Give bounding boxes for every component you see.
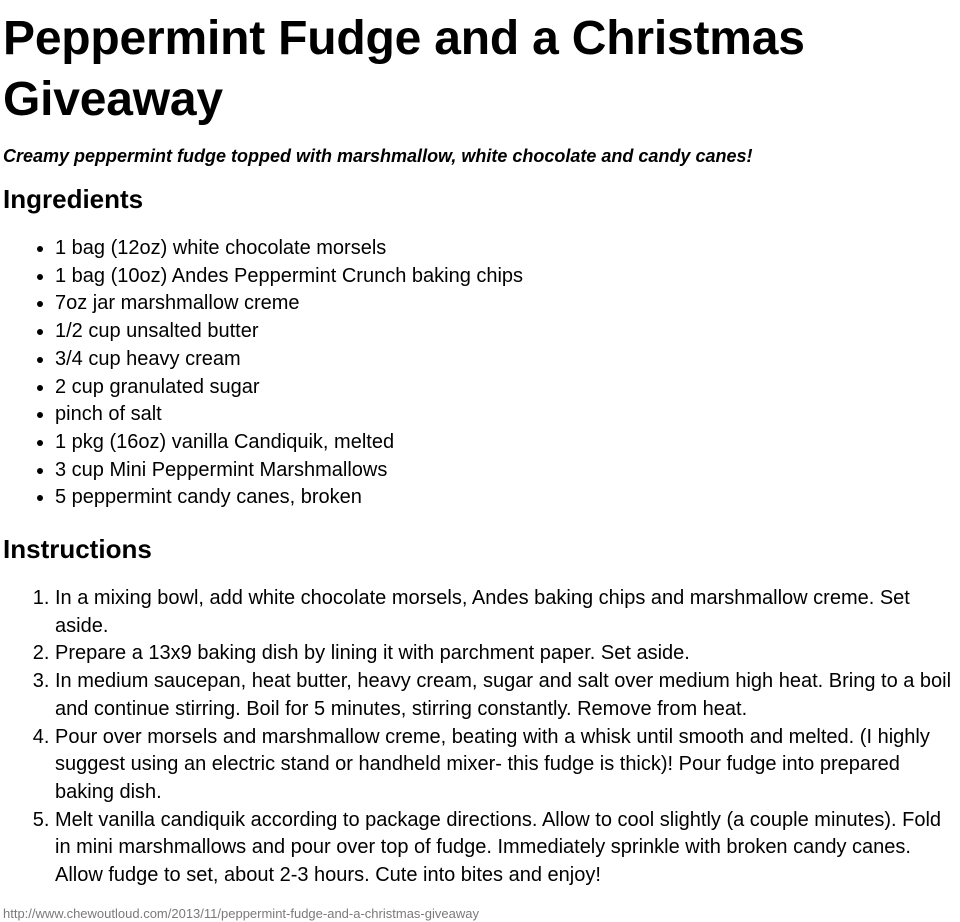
- ingredient-item: • 1/2 cup unsalted butter: [55, 318, 955, 346]
- instruction-step: 4. Pour over morsels and marshmallow creme, beating with a whisk until smooth and melted. (I highly suggest using an electric stand or handheld mixer- this fudge is thick)! Pour fudge into prepared baking dish.: [55, 724, 955, 807]
- ingredients-list: [3, 235, 955, 512]
- ingredient-item: • 1 pkg (16oz) vanilla Candiquik, melted: [55, 429, 955, 457]
- recipe-subtitle: Creamy peppermint fudge topped with marshmallow, white chocolate and candy canes!: [3, 146, 753, 166]
- recipe-page: [3, 0, 955, 890]
- ingredient-item: • pinch of salt: [55, 401, 955, 429]
- recipe-title: Peppermint Fudge and a Christmas Giveaway: [3, 12, 805, 126]
- ingredient-item: • 3/4 cup heavy cream: [55, 346, 955, 374]
- instruction-step: 3. In medium saucepan, heat butter, heavy cream, sugar and salt over medium high heat. Bring to a boil and continue stirring. Boil for 5 minutes, stirring constantly. Remove from heat.: [55, 668, 955, 723]
- instructions-list: [3, 585, 955, 890]
- source-url[interactable]: http://www.chewoutloud.com/2013/11/peppermint-fudge-and-a-christmas-giveaway: [3, 906, 479, 921]
- ingredient-item: • 3 cup Mini Peppermint Marshmallows: [55, 457, 955, 485]
- instruction-step: 1. In a mixing bowl, add white chocolate morsels, Andes baking chips and marshmallow creme. Set aside.: [55, 585, 955, 640]
- ingredient-item: • 5 peppermint candy canes, broken: [55, 484, 955, 512]
- ingredient-item: • 1 bag (12oz) white chocolate morsels: [55, 235, 955, 263]
- ingredient-item: • 2 cup granulated sugar: [55, 374, 955, 402]
- ingredient-item: • 1 bag (10oz) Andes Peppermint Crunch baking chips: [55, 263, 955, 291]
- instructions-heading: Instructions: [3, 534, 152, 565]
- ingredient-item: • 7oz jar marshmallow creme: [55, 290, 955, 318]
- instruction-step: 2. Prepare a 13x9 baking dish by lining it with parchment paper. Set aside.: [55, 640, 955, 668]
- instruction-step: 5. Melt vanilla candiquik according to package directions. Allow to cool slightly (a couple minutes). Fold in mini marshmallows and pour over top of fudge. Immediately sprinkle with broken candy canes. Allow fudge to set, about 2-3 hours. Cute into bites and enjoy!: [55, 807, 955, 890]
- ingredients-heading: Ingredients: [3, 184, 144, 214]
